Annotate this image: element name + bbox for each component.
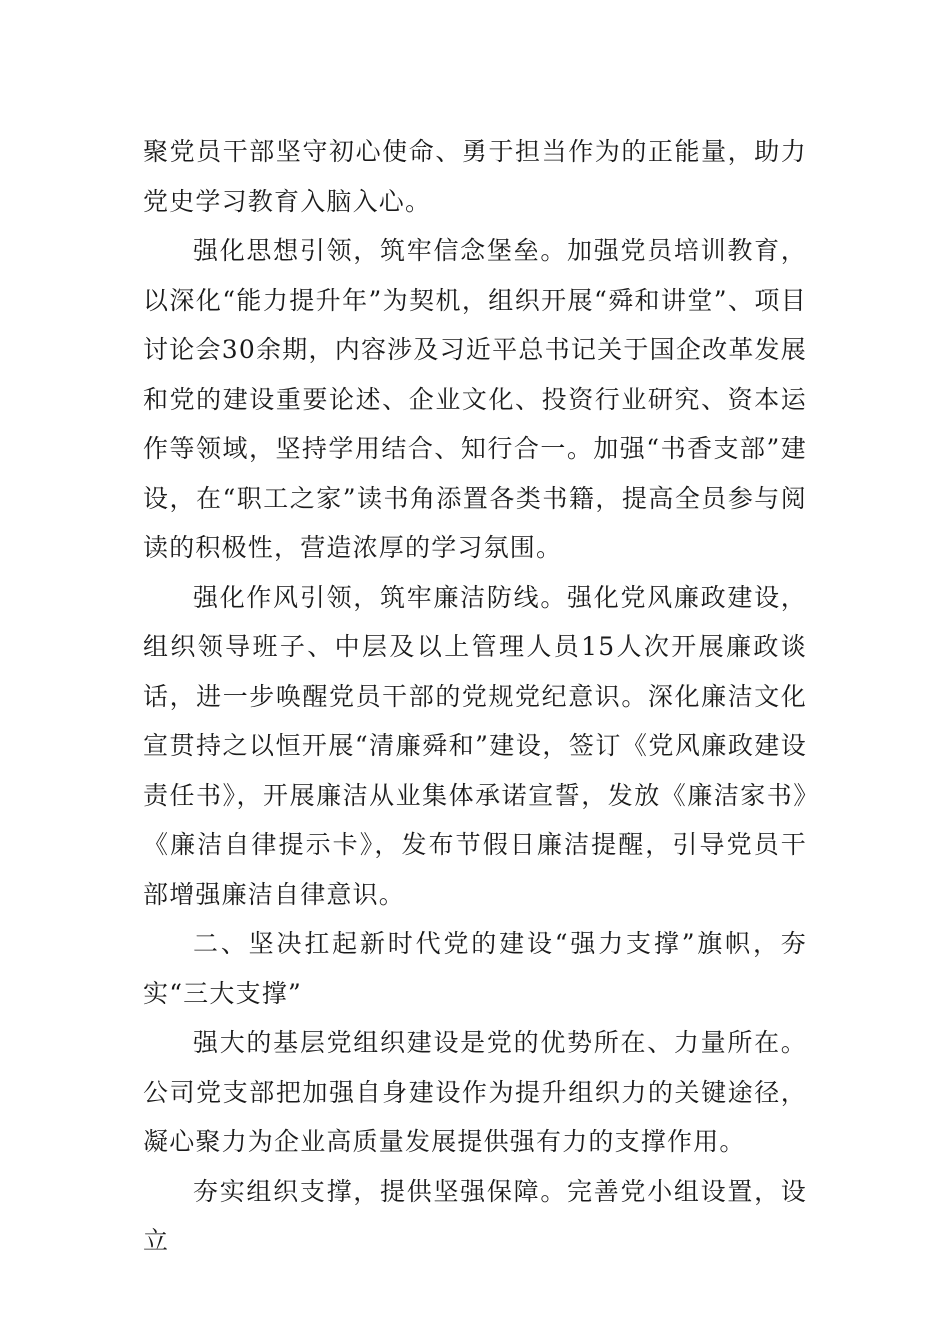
paragraph-ideological-guidance: 强化思想引领，筑牢信念堡垒。加强党员培训教育，以深化“能力提升年”为契机，组织开展“舜和讲堂”、项目讨论会30余期，内容涉及习近平总书记关于国企改革发展和党的建设重要论述、企业文化、投资行业研究、资本运作等领域，坚持学用结合、知行合一。加强“书香支部”建设，在“职工之家”读书角添置各类书籍，提高全员参与阅读的积极性，营造浓厚的学习氛围。 [143, 236, 807, 562]
section-heading-two: 二、坚决扛起新时代党的建设“强力支撑”旗帜，夯实“三大支撑” [143, 929, 807, 1008]
paragraph-organizational-support: 夯实组织支撑，提供坚强保障。完善党小组设置，设立 [143, 1176, 807, 1255]
paragraph-conduct-guidance: 强化作风引领，筑牢廉洁防线。强化党风廉政建设，组织领导班子、中层及以上管理人员15人次开展廉政谈话，进一步唤醒党员干部的党规党纪意识。深化廉洁文化宣贯持之以恒开展“清廉舜和”建设，签订《党风廉政建设责任书》，开展廉洁从业集体承诺宣誓，发放《廉洁家书》《廉洁自律提示卡》，发布节假日廉洁提醒，引导党员干部增强廉洁自律意识。 [143, 582, 807, 909]
body-text [143, 127, 807, 1266]
paragraph-grassroots-organization: 强大的基层党组织建设是党的优势所在、力量所在。公司党支部把加强自身建设作为提升组织力的关键途径，凝心聚力为企业高质量发展提供强有力的支撑作用。 [143, 1028, 807, 1156]
paragraph-continuation: 聚党员干部坚守初心使命、勇于担当作为的正能量，助力党史学习教育入脑入心。 [143, 137, 807, 216]
